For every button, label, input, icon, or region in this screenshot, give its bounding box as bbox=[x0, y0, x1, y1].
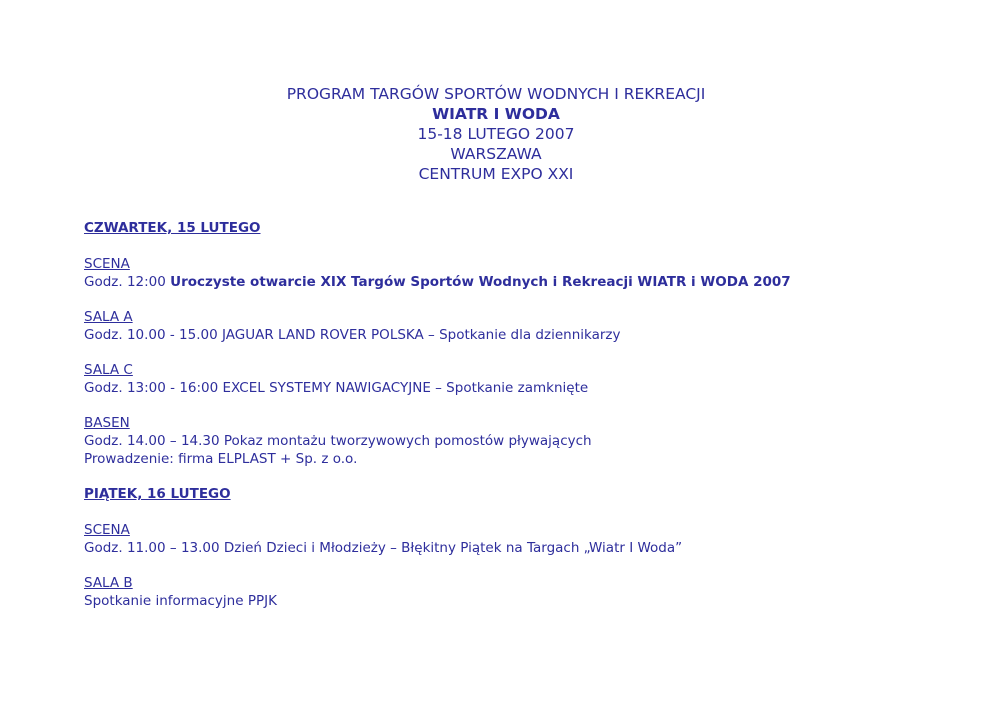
section-sala-a bbox=[84, 308, 964, 344]
venue-label: SALA C bbox=[84, 362, 133, 378]
header-venue: CENTRUM EXPO XXI bbox=[418, 165, 574, 183]
header-city: WARSZAWA bbox=[450, 145, 542, 163]
header-event-name: WIATR I WODA bbox=[432, 105, 560, 123]
program-content bbox=[84, 219, 964, 627]
event-line: Godz. 14.00 – 14.30 Pokaz montażu tworzywowych pomostów pływających bbox=[84, 433, 592, 449]
section-sala-b bbox=[84, 574, 964, 610]
header-program-title: PROGRAM TARGÓW SPORTÓW WODNYCH I REKREACJI bbox=[286, 85, 706, 103]
event-line: Godz. 11.00 – 13.00 Dzień Dzieci i Młodzieży – Błękitny Piątek na Targach „Wiatr I Woda” bbox=[84, 540, 683, 556]
section-sala-c bbox=[84, 361, 964, 397]
header-dates: 15-18 LUTEGO 2007 bbox=[417, 125, 575, 143]
event-time: Godz. 12:00 bbox=[84, 274, 171, 290]
program-header bbox=[0, 84, 992, 184]
venue-label: BASEN bbox=[84, 415, 130, 431]
event-organizer-line: Prowadzenie: firma ELPLAST + Sp. z o.o. bbox=[84, 451, 358, 467]
section-scena-friday bbox=[84, 521, 964, 557]
day-heading-thursday: CZWARTEK, 15 LUTEGO bbox=[84, 220, 261, 236]
venue-label: SALA B bbox=[84, 575, 133, 591]
event-line: Godz. 10.00 - 15.00 JAGUAR LAND ROVER POLSKA – Spotkanie dla dziennikarzy bbox=[84, 327, 621, 343]
section-scena-thursday bbox=[84, 255, 964, 291]
event-line: Godz. 13:00 - 16:00 EXCEL SYSTEMY NAWIGACYJNE – Spotkanie zamknięte bbox=[84, 380, 589, 396]
section-basen bbox=[84, 414, 964, 468]
event-line: Spotkanie informacyjne PPJK bbox=[84, 593, 277, 609]
event-title-bold: Uroczyste otwarcie XIX Targów Sportów Wodnych i Rekreacji WIATR i WODA 2007 bbox=[170, 274, 791, 290]
venue-label: SCENA bbox=[84, 522, 130, 538]
venue-label: SCENA bbox=[84, 256, 130, 272]
event-line bbox=[84, 273, 964, 291]
day-heading-friday: PIĄTEK, 16 LUTEGO bbox=[84, 486, 231, 502]
venue-label: SALA A bbox=[84, 309, 133, 325]
